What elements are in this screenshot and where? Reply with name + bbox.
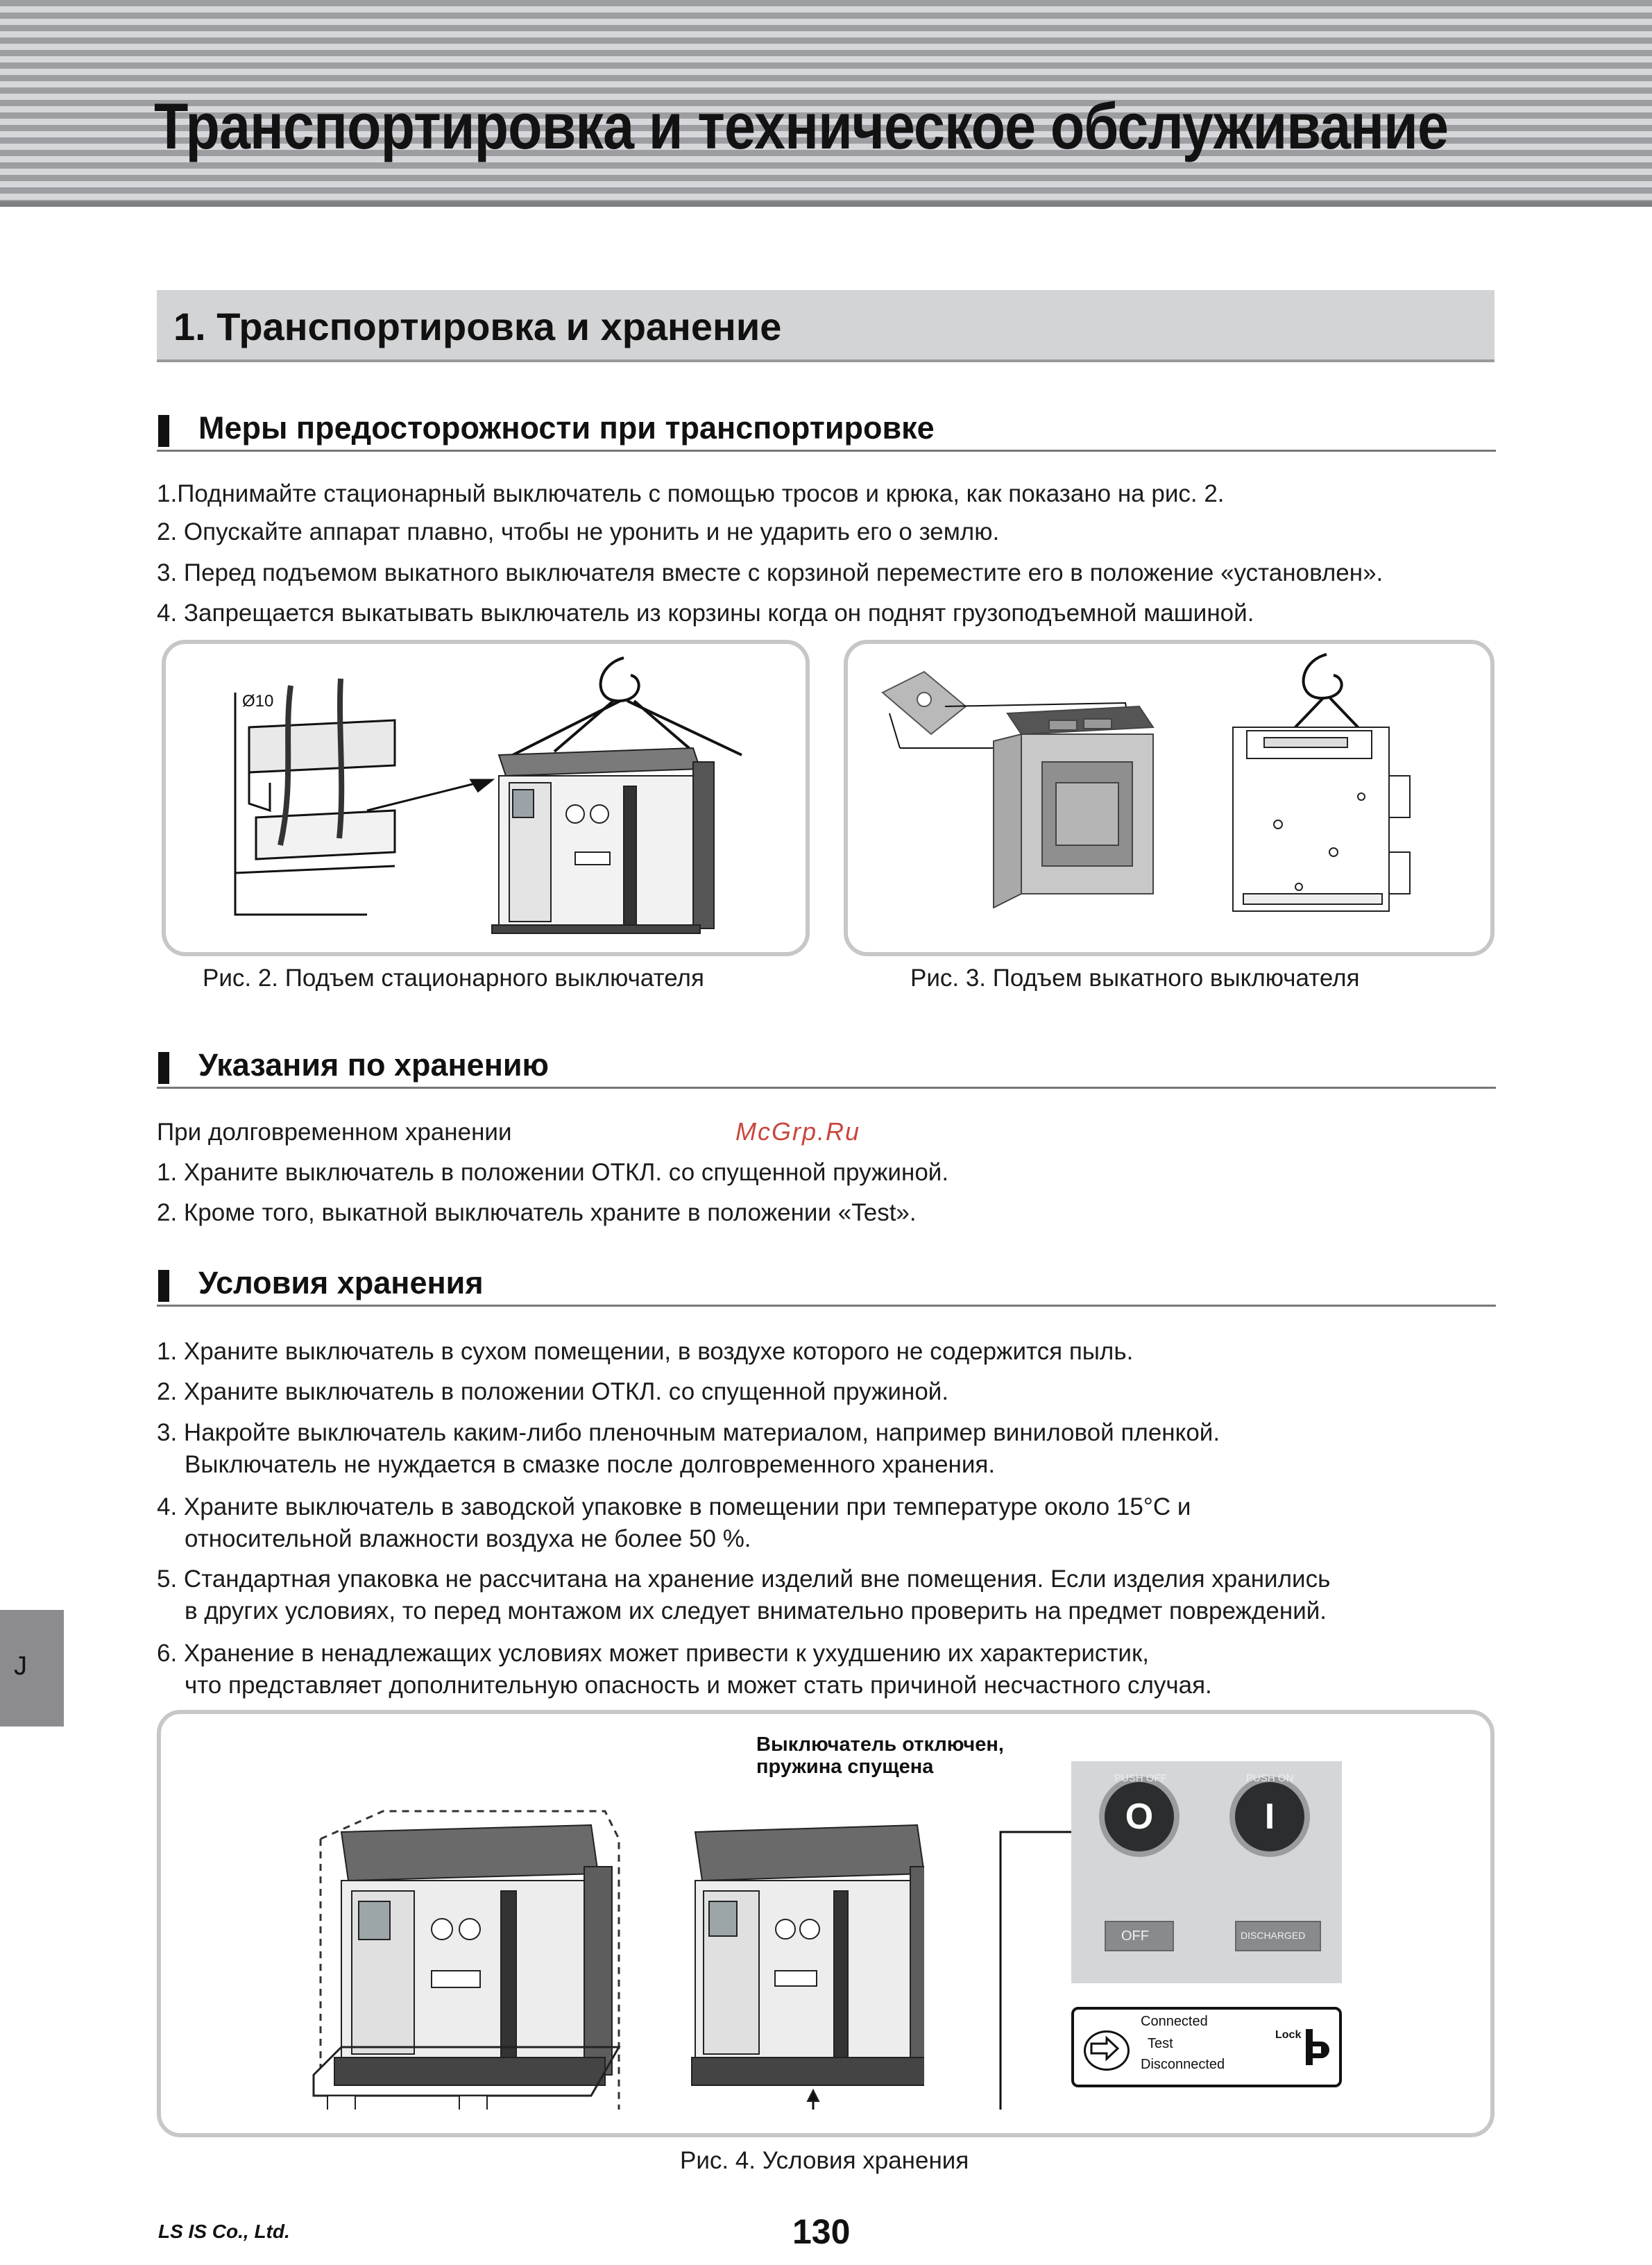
callout-lines: [994, 1818, 1077, 2110]
storage-note-2: 2. Кроме того, выкатной выключатель храните в положении «Test».: [157, 1199, 917, 1226]
on-push-button: [1235, 1782, 1304, 1851]
header-underline: [0, 201, 1652, 207]
lock-label: Lock: [1275, 2029, 1302, 2041]
storage-notes-intro: При долговременном хранении: [157, 1119, 512, 1146]
breaker-off-label-line-1: Выключатель отключен,: [756, 1733, 1004, 1756]
position-test: Test: [1148, 2036, 1173, 2051]
push-off-label: PUSH OFF: [1114, 1772, 1167, 1784]
breaker-off-label-line-2: пружина спущена: [756, 1756, 934, 1778]
storage-conditions-heading: Условия хранения: [198, 1265, 484, 1300]
transport-item-4: 4. Запрещается выкатывать выключатель из корзины когда он поднят грузоподъемной машиной.: [157, 600, 1254, 627]
off-button-symbol: O: [1125, 1797, 1154, 1837]
subheading-rule: [157, 1087, 1496, 1089]
condition-2: 2. Храните выключатель в положении ОТКЛ. со спущенной пружиной.: [157, 1378, 949, 1405]
position-indicator-panel: [1071, 2007, 1342, 2087]
condition-3-line-2: Выключатель не нуждается в смазке после долговременного хранения.: [185, 1451, 996, 1478]
side-tab: [0, 1610, 64, 1727]
diameter-label: Ø10: [242, 692, 274, 711]
page-title: Транспортировка и техническое обслуживание: [154, 90, 1449, 162]
company-name: LS IS Co., Ltd.: [158, 2221, 290, 2242]
padlock-icon: [1300, 2026, 1332, 2068]
position-disconnected: Disconnected: [1141, 2057, 1225, 2072]
transport-heading: Меры предосторожности при транспортировке: [198, 410, 935, 446]
transport-item-3: 3. Перед подъемом выкатного выключателя вместе с корзиной переместите его в положение «установлен».: [157, 559, 1383, 586]
off-push-button: [1105, 1782, 1174, 1851]
transport-item-2: 2. Опускайте аппарат плавно, чтобы не уронить и не ударить его о землю.: [157, 518, 1000, 545]
section-title: 1. Транспортировка и хранение: [173, 305, 782, 348]
condition-4-line-2: относительной влажности воздуха не более 50 %.: [185, 1525, 751, 1552]
condition-6-line-1: 6. Хранение в ненадлежащих условиях может привести к ухудшению их характеристик,: [157, 1640, 1149, 1667]
condition-5-line-2: в других условиях, то перед монтажом их следует внимательно проверить на предмет повреждений.: [185, 1597, 1327, 1624]
draw-out-breaker-lifting-illustration: [848, 644, 1490, 952]
breaker-storage-illustration: [300, 1770, 924, 2110]
control-panel-photo: [1071, 1761, 1342, 1983]
page-number: 130: [792, 2212, 851, 2251]
figure-4-frame: [157, 1710, 1495, 2137]
condition-3-line-1: 3. Накройте выключатель каким-либо пленочным материалом, например виниловой пленкой.: [157, 1419, 1220, 1446]
position-connected: Connected: [1141, 2014, 1208, 2029]
on-button-symbol: I: [1264, 1797, 1275, 1837]
storage-notes-heading: Указания по хранению: [198, 1047, 549, 1083]
figure-4-caption: Рис. 4. Условия хранения: [680, 2147, 969, 2174]
figure-2-caption: Рис. 2. Подъем стационарного выключателя: [203, 965, 704, 992]
subheading-rule: [157, 450, 1496, 452]
watermark: McGrp.Ru: [735, 1117, 861, 1146]
position-arrow-icon: [1084, 2030, 1130, 2071]
figure-2-frame: [162, 640, 810, 956]
condition-5-line-1: 5. Стандартная упаковка не рассчитана на хранение изделий вне помещения. Если изделия хранились: [157, 1566, 1331, 1593]
subheading-rule: [157, 1305, 1496, 1307]
figure-3-frame: [844, 640, 1495, 956]
figure-3-caption: Рис. 3. Подъем выкатного выключателя: [910, 965, 1360, 992]
subheading-marker: [158, 1052, 169, 1084]
condition-1: 1. Храните выключатель в сухом помещении, в воздухе которого не содержится пыль.: [157, 1338, 1134, 1365]
subheading-marker: [158, 415, 169, 447]
fixed-breaker-lifting-illustration: [166, 644, 806, 952]
spring-indicator-text: DISCHARGED: [1241, 1930, 1306, 1941]
spring-indicator: [1235, 1921, 1321, 1951]
push-on-label: PUSH ON: [1246, 1772, 1294, 1784]
off-indicator: [1105, 1921, 1174, 1951]
subheading-marker: [158, 1270, 169, 1302]
condition-4-line-1: 4. Храните выключатель в заводской упаковке в помещении при температуре около 15°C и: [157, 1493, 1191, 1520]
off-indicator-text: OFF: [1121, 1928, 1149, 1944]
condition-6-line-2: что представляет дополнительную опасность и может стать причиной несчастного случая.: [185, 1672, 1212, 1699]
storage-note-1: 1. Храните выключатель в положении ОТКЛ. со спущенной пружиной.: [157, 1159, 949, 1186]
side-tab-letter: J: [14, 1652, 27, 1681]
transport-item-1: 1.Поднимайте стационарный выключатель с помощью тросов и крюка, как показано на рис. 2.: [157, 480, 1225, 507]
